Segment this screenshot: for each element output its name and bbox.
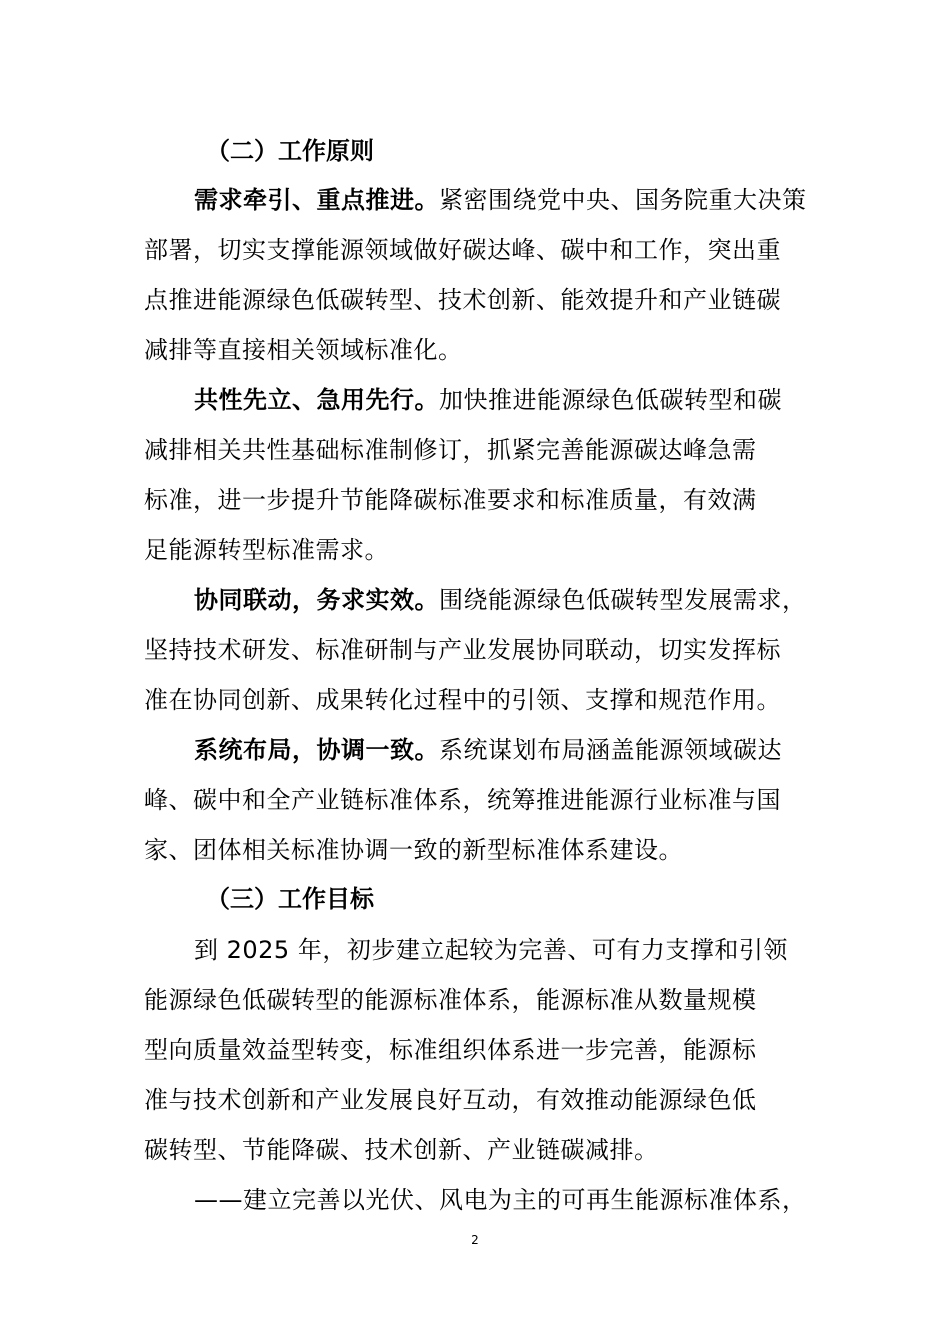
paragraph-line (194, 385, 782, 415)
paragraph-lead: 系统布局，协调一致。 (194, 736, 439, 764)
paragraph-lead: 需求牵引、重点推进。 (194, 186, 439, 214)
paragraph-line: 点推进能源绿色低碳转型、技术创新、能效提升和产业链碳 (144, 286, 781, 314)
paragraph-text: 围绕能源绿色低碳转型发展需求， (439, 586, 807, 614)
paragraph-line: 家、团体相关标准协调一致的新型标准体系建设。 (144, 836, 683, 864)
paragraph-line: 碳转型、节能降碳、技术创新、产业链碳减排。 (144, 1136, 659, 1164)
paragraph-line: 准在协同创新、成果转化过程中的引领、支撑和规范作用。 (144, 686, 781, 714)
paragraph-text: 系统谋划布局涵盖能源领域碳达 (439, 736, 782, 764)
paragraph-line: 能源绿色低碳转型的能源标准体系，能源标准从数量规模 (144, 986, 757, 1014)
paragraph-line: 标准，进一步提升节能降碳标准要求和标准质量，有效满 (144, 486, 757, 514)
paragraph-line: 峰、碳中和全产业链标准体系，统筹推进能源行业标准与国 (144, 786, 781, 814)
paragraph-lead: 共性先立、急用先行。 (194, 386, 439, 414)
paragraph-line (194, 185, 807, 215)
paragraph-line: 坚持技术研发、标准研制与产业发展协同联动，切实发挥标 (144, 636, 781, 664)
paragraph-line: 部署，切实支撑能源领域做好碳达峰、碳中和工作，突出重 (144, 236, 781, 264)
paragraph-line: 到 2025 年，初步建立起较为完善、可有力支撑和引领 (194, 936, 788, 964)
paragraph-line (194, 585, 807, 615)
paragraph-line: 准与技术创新和产业发展良好互动，有效推动能源绿色低 (144, 1086, 757, 1114)
paragraph-line: 足能源转型标准需求。 (144, 536, 389, 564)
paragraph-line: 减排等直接相关领域标准化。 (144, 336, 463, 364)
paragraph-lead: 协同联动，务求实效。 (194, 586, 439, 614)
paragraph-line: 型向质量效益型转变，标准组织体系进一步完善，能源标 (144, 1036, 757, 1064)
paragraph-text: 紧密围绕党中央、国务院重大决策 (439, 186, 807, 214)
page-number: 2 (471, 1233, 479, 1247)
paragraph-line: 减排相关共性基础标准制修订，抓紧完善能源碳达峰急需 (144, 436, 757, 464)
section-heading-goals: （三）工作目标 (206, 885, 374, 913)
paragraph-text: 加快推进能源绿色低碳转型和碳 (439, 386, 782, 414)
section-heading-principles: （二）工作原则 (206, 137, 374, 165)
paragraph-line: ——建立完善以光伏、风电为主的可再生能源标准体系， (194, 1186, 807, 1214)
paragraph-line (194, 735, 782, 765)
